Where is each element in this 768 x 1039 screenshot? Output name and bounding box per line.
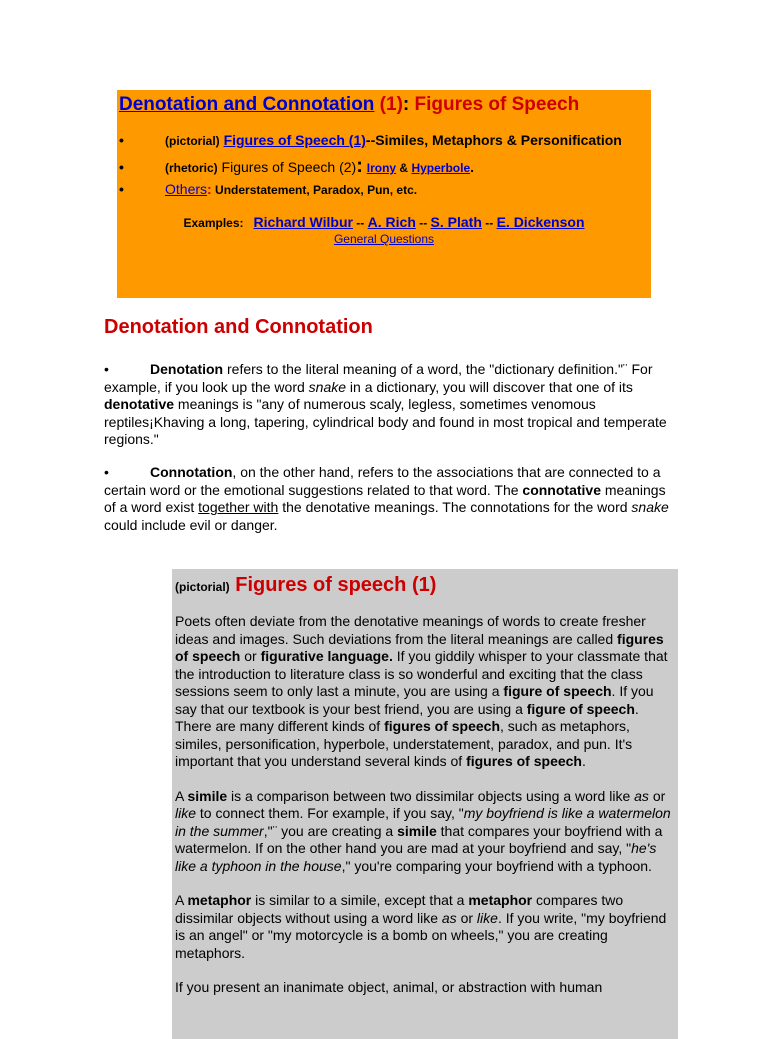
text-run: simile [187, 787, 228, 804]
examples-row [119, 213, 649, 232]
toc-item-rhetoric [119, 157, 649, 178]
toc-title-colon: : [402, 94, 410, 115]
text-run: connotative [522, 481, 601, 498]
text-run: simile [397, 822, 437, 839]
text-run: could include evil or danger. [104, 516, 278, 533]
toc-tag: (pictorial) [165, 134, 220, 148]
text-run: snake [308, 378, 347, 395]
text-run: . [581, 753, 586, 769]
text-run: like [476, 909, 498, 926]
text-run: together with [198, 499, 279, 515]
example-sep: -- [415, 216, 431, 230]
toc-item-text: Understatement, Paradox, Pun, etc. [211, 183, 418, 197]
toc-amp: & [396, 161, 412, 175]
personification-paragraph [175, 979, 674, 997]
text-run: that compares your boyfriend with a watermelon. If on the other hand you are mad at your boyfriend and say, " [175, 822, 663, 856]
bullet-icon: • [119, 181, 124, 197]
toc-item-pictorial [119, 131, 649, 151]
box-paragraph [175, 613, 674, 771]
text-run: meanings of a word exist [104, 481, 666, 515]
text-run: my boyfriend is like a watermelon in the summer [175, 805, 671, 839]
box-title [175, 573, 674, 599]
toc-title-link[interactable]: Denotation and Connotation [119, 94, 375, 115]
bullet-icon: • [104, 361, 109, 377]
text-run: like [175, 805, 197, 821]
text-run: meanings is "any of numerous scaly, legless, sometimes venomous reptiles¡Khaving a long, tapering, cylindrical body and found in most tropical and temperate regions." [104, 396, 667, 447]
toc-period: . [470, 159, 475, 175]
example-sep: -- [481, 216, 497, 230]
text-run: as [441, 909, 457, 926]
toc-colon: : [207, 181, 212, 197]
text-run: compares two dissimilar objects without using a word like [175, 892, 624, 926]
toc-tag: (rhetoric) [165, 161, 218, 175]
text-run: denotative [104, 396, 175, 412]
toc-colon: : [356, 155, 363, 177]
example-link-rich[interactable]: A. Rich [367, 214, 416, 230]
text-run: figure of speech [503, 683, 612, 699]
section-title: Denotation and Connotation [104, 316, 373, 338]
text-run: A [175, 787, 188, 804]
text-run: figurative language. [260, 648, 393, 664]
bullet-icon: • [119, 159, 124, 175]
text-run: . If you write, "my boyfriend is an angel" or "my motorcycle is a bomb on wheels," you are creating metaphors. [175, 909, 667, 961]
text-run: metaphor [468, 892, 533, 908]
simile-paragraph [175, 788, 674, 876]
general-questions-link[interactable]: General Questions [333, 232, 435, 246]
toc-link-figures-1[interactable]: Figures of Speech (1) [223, 132, 366, 148]
bullet-icon: • [104, 464, 109, 480]
text-run: or [648, 787, 666, 804]
text-run: or [456, 909, 477, 926]
toc-link-hyperbole[interactable]: Hyperbole [411, 161, 471, 175]
toc-item-others [119, 180, 649, 200]
text-run: in a dictionary, you will discover that one of its [346, 378, 633, 395]
text-run: ," you're comparing your boyfriend with a typhoon. [341, 857, 652, 874]
toc-title [119, 92, 649, 118]
example-link-plath[interactable]: S. Plath [430, 214, 482, 230]
text-run: is similar to a simile, except that a [251, 892, 469, 908]
text-run: figures of speech [175, 630, 664, 664]
example-link-wilbur[interactable]: Richard Wilbur [253, 214, 353, 230]
examples-label: Examples: [183, 216, 244, 230]
text-run: If you giddily whisper to your classmate that the introduction to literature class is so wonderful and exciting that the class sessions seem to only last a minute, you are using a [175, 648, 668, 699]
toc-title-number: (1) [374, 94, 403, 115]
text-run: is a comparison between two dissimilar objects using a word like [227, 787, 635, 804]
text-run: . If you say that our textbook is your best friend, you are using a [175, 683, 654, 717]
text-run: figures of speech [466, 753, 582, 769]
text-run: , on the other hand, refers to the associations that are connected to a certain word or the emotional suggestions related to that word. The [104, 464, 661, 498]
toc-link-others[interactable]: Others [165, 181, 208, 197]
toc-title-rest: Figures of Speech [409, 94, 580, 115]
text-run: ,"¨ you are creating a [263, 822, 398, 839]
figures-of-speech-box [172, 569, 678, 1039]
bullet-icon: • [119, 132, 124, 148]
text-run: the denotative meanings. The connotations for the word [278, 499, 632, 515]
box-tag: (pictorial) [175, 580, 230, 594]
text-run: If you present an inanimate object, animal, or abstraction with human [175, 979, 603, 995]
text-run: as [634, 787, 649, 804]
text-run: , such as metaphors, similes, personification, hyperbole, understatement, paradox, and pun. It's important that you understand several kinds of [175, 718, 633, 769]
text-run: refers to the literal meaning of a word, the "dictionary definition."¨ For example, if you look up the word [104, 361, 653, 395]
connotation-paragraph [104, 464, 674, 534]
example-link-dickenson[interactable]: E. Dickenson [496, 214, 585, 230]
example-sep: -- [352, 216, 368, 230]
text-run: A [175, 892, 188, 908]
metaphor-paragraph [175, 892, 674, 962]
text-run: to connect them. For example, if you say, " [196, 805, 464, 821]
text-run: snake [631, 499, 669, 515]
text-run: Denotation [150, 361, 224, 377]
toc-item-text: Figures of Speech (2) [217, 159, 357, 175]
box-title-text: Figures of speech (1) [229, 574, 437, 596]
text-run: figure of speech [526, 700, 635, 717]
text-run: metaphor [187, 892, 252, 908]
toc-item-text: --Similes, Metaphors & Personification [365, 132, 622, 148]
text-run: Poets often deviate from the denotative meanings of words to create fresher ideas and images. Such deviations from the literal meanings are called [175, 613, 646, 647]
general-questions-row [119, 232, 649, 247]
denotation-paragraph [104, 361, 674, 449]
text-run: figures of speech [384, 718, 500, 734]
text-run: . There are many different kinds of [175, 700, 639, 734]
toc-link-irony[interactable]: Irony [366, 161, 397, 175]
text-run: Connotation [150, 464, 233, 480]
text-run: or [240, 648, 261, 664]
toc-box [117, 90, 651, 298]
text-run: he's like a typhoon in the house [175, 840, 657, 874]
